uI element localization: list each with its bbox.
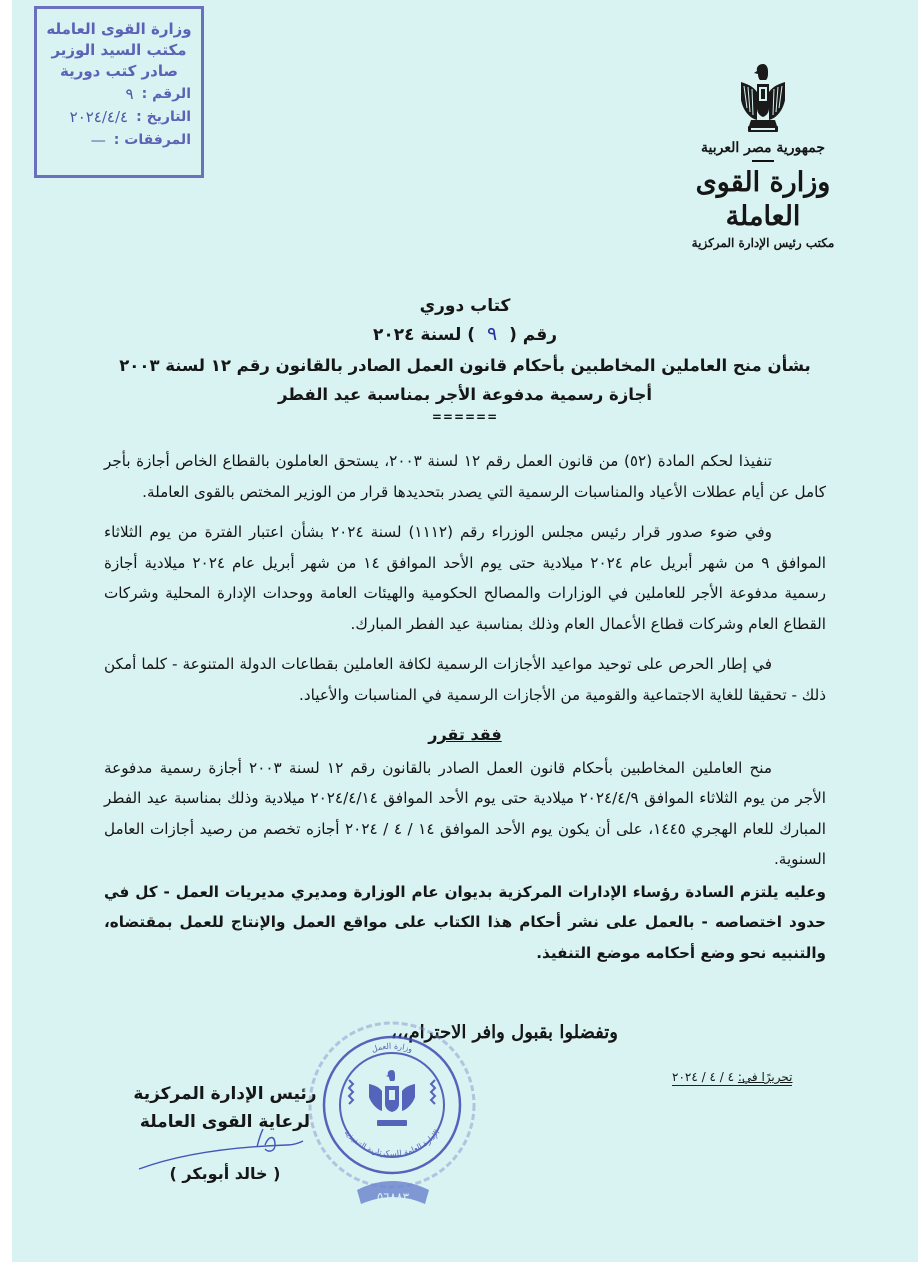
issue-date-label: تحريرًا في: xyxy=(737,1070,793,1084)
stamp-org-line1: وزارة القوى العامله xyxy=(46,20,192,38)
document-type: كتاب دوري xyxy=(419,296,511,316)
official-seal-icon xyxy=(297,1020,507,1220)
subject-line-2: أجازة رسمية مدفوعة الأجر بمناسبة عيد الفطر xyxy=(277,385,652,404)
seal-ring-text: الإدارة العامة للسكرتارية التنفيذية xyxy=(342,1128,442,1159)
letterhead-office: مكتب رئيس الإدارة المركزية xyxy=(691,236,835,250)
stamp-org-line3: صادر كتب دورية xyxy=(59,62,178,80)
stamp-number-label: الرقم : xyxy=(141,86,191,102)
issue-date xyxy=(672,1070,792,1086)
letterhead xyxy=(668,60,858,250)
body-paragraph: في إطار الحرص على توحيد مواعيد الأجازات الرسمية لكافة العاملين بقطاعات الدولة المتنوعة - كلما أمكن ذلك - تحقيقا للغاية الاجتماعية والقومية من الأجازات الرسمية في المناسبات والأعياد. xyxy=(104,655,826,704)
circular-number-prefix: رقم ( xyxy=(509,325,558,345)
circular-number-suffix: ) لسنة ٢٠٢٤ xyxy=(372,325,476,345)
stamp-date-value: ٢٠٢٤/٤/٤ xyxy=(69,108,129,126)
seal-ring-top-text: وزارة العمل xyxy=(370,1041,414,1054)
subject-line: بشأن منح العاملين المخاطبين بأحكام قانون العمل الصادر بالقانون رقم ١٢ لسنة ٢٠٠٣ xyxy=(119,356,811,375)
stamp-number-value: ٩ xyxy=(125,85,134,103)
stamp-org-line2: مكتب السيد الوزير xyxy=(51,41,187,59)
document-page xyxy=(12,0,918,1262)
body-paragraph: وفي ضوء صدور قرار رئيس مجلس الوزراء رقم (١١١٢) لسنة ٢٠٢٤ بشأن اعتبار الفترة من يوم الثلاثاء الموافق ٩ من شهر أبريل عام ٢٠٢٤ ميلادية حتى يوم الأحد الموافق ١٤ من شهر أبريل عام ٢٠٢٤ ميلادية أجازة رسمية مدفوعة الأجر للعاملين في الوزارات والمصالح الحكومية والهيئات العامة ووحدات الإدارة المحلية وشركات القطاع العام وشركات قطاع الأعمال العام وذلك بمناسبة عيد الفطر المبارك. xyxy=(104,523,826,633)
letterhead-ministry: وزارة القوى العاملة xyxy=(695,167,831,232)
document-heading xyxy=(112,292,818,425)
handwritten-signature-icon xyxy=(137,1125,307,1175)
decision-paragraph: منح العاملين المخاطبين بأحكام قانون العمل الصادر بالقانون رقم ١٢ لسنة ٢٠٠٣ أجازة رسمية مدفوعة الأجر من يوم الثلاثاء الموافق ٢٠٢٤/٤/٩ ميلادية حتى يوم الأحد الموافق ٢٠٢٤/٤/١٤ ميلادية وذلك بمناسبة عيد الفطر المبارك للعام الهجري ١٤٤٥، على أن يكون يوم الأحد الموافق ١٤ / ٤ / ٢٠٢٤ أجازه تخصم من رصيد أجازات العامل السنوية. xyxy=(104,758,826,868)
circular-number xyxy=(112,320,818,349)
signatory-title-line2: لرعاية القوى العاملة xyxy=(139,1112,311,1132)
signatory-name: ( خالد أبوبكر ) xyxy=(169,1164,281,1183)
stamp-number-row xyxy=(37,84,201,105)
seal-serial: ٥٦٨٨٣ xyxy=(376,1190,410,1204)
closing-regards: وتفضلوا بقبول وافر الاحترام،،، xyxy=(391,1022,618,1043)
registry-stamp xyxy=(34,6,204,178)
stamp-attachments-label: المرفقات : xyxy=(113,132,191,148)
document-body xyxy=(104,446,826,978)
signatory-title-line1: رئيس الإدارة المركزية xyxy=(133,1084,317,1104)
body-paragraph: تنفيذا لحكم المادة (٥٢) من قانون العمل رقم ١٢ لسنة ٢٠٠٣، يستحق العاملون بالقطاع الخاص أجازة بأجر كامل عن أيام عطلات الأعياد والمناسبات الرسمية التي يصدر بتحديدها قرار من الوزير المختص بالقوى العاملة. xyxy=(104,452,826,501)
letterhead-divider xyxy=(752,160,774,162)
stamp-attachments-value: — xyxy=(90,131,106,149)
eagle-emblem-icon xyxy=(735,60,791,138)
stamp-date-row xyxy=(37,107,201,128)
stamp-date-label: التاريخ : xyxy=(136,109,191,125)
letterhead-country: جمهورية مصر العربية xyxy=(701,140,825,156)
issue-date-value: ٤ / ٤ / ٢٠٢٤ xyxy=(672,1070,735,1084)
stamp-attachments-row xyxy=(37,130,201,151)
heading-separator: ====== xyxy=(431,410,499,424)
circular-number-value: ٩ xyxy=(486,323,498,345)
instruction-paragraph: وعليه يلتزم السادة رؤساء الإدارات المركزية بديوان عام الوزارة ومديري مديريات العمل - كل في حدود اختصاصه - بالعمل على نشر أحكام هذا الكتاب على مواقع العمل والإنتاج للعمل بمقتضاه، والتنبيه نحو وضع أحكامه موضع التنفيذ. xyxy=(104,882,826,962)
decision-heading: فقد تقرر xyxy=(428,725,502,744)
